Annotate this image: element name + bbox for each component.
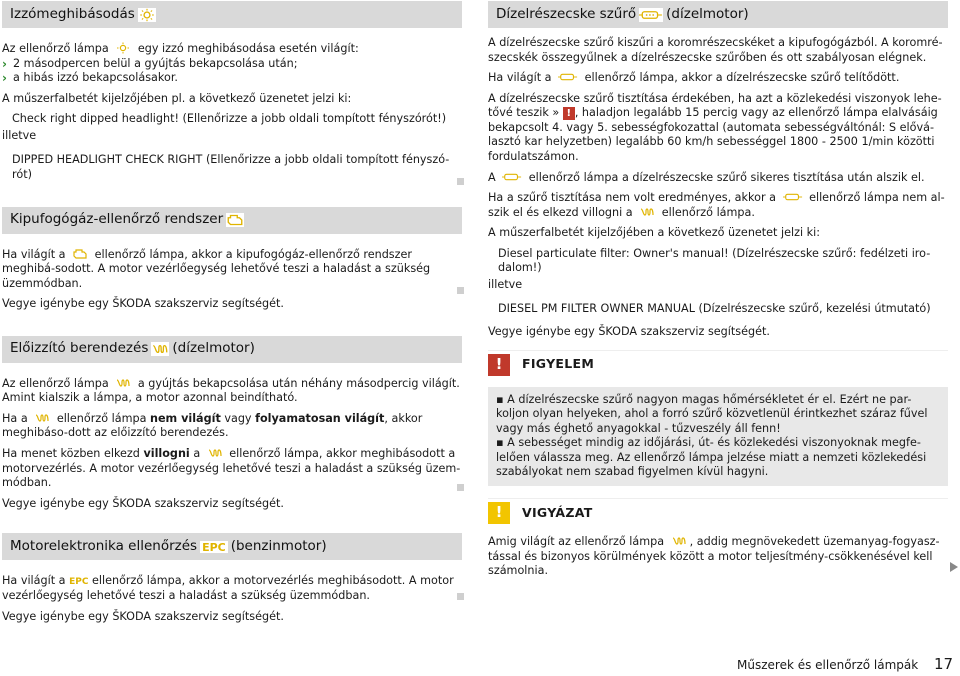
caution-body [488, 535, 948, 579]
text: ellenőrző lámpa, akkor meghibásodott a motorvezérlés. A motor vezérlőegység lehetővé teszi a haladást a szükség üzem-módban. [2, 447, 461, 490]
text: Ha menet közben elkezd [2, 447, 140, 460]
section-end-marker [457, 593, 464, 600]
text: a [193, 447, 201, 460]
page-number: 17 [934, 655, 954, 673]
paragraph [2, 574, 462, 603]
paragraph [488, 171, 948, 186]
text: ellenőrző lámpa. [661, 205, 755, 219]
paragraph: A műszerfalbetét kijelzőjében a következő üzenetet jelzi ki: [488, 226, 820, 240]
section-heading-glow-plug [2, 336, 462, 363]
text: Ha világít a [2, 247, 66, 261]
heading-suffix: (benzinmotor) [230, 537, 327, 554]
section-end-marker [457, 178, 464, 185]
left-column [2, 0, 462, 630]
particulate-filter-icon [502, 171, 522, 183]
right-column [488, 0, 948, 591]
glow-plug-icon [671, 535, 687, 547]
list-item [2, 71, 462, 86]
text: Az ellenőrző lámpa [2, 376, 109, 390]
list-item [2, 57, 462, 72]
bulb-warning-icon [115, 42, 131, 54]
glow-plug-icon [115, 377, 131, 389]
paragraph [2, 447, 462, 491]
paragraph: Vegye igénybe egy ŠKODA szakszerviz segítségét. [488, 325, 770, 338]
caution-title: VIGYÁZAT [522, 504, 593, 520]
display-message: Check right dipped headlight! (Ellenőrizze a jobb oldali tompított fényszórót!) [12, 112, 447, 126]
text-or: illetve [488, 277, 523, 291]
caution-box [488, 498, 948, 579]
section-end-marker [457, 484, 464, 491]
display-message: Diesel particulate filter: Owner's manual! (Dízelrészecske szűrő: fedélzeti iro-dalom!) [498, 246, 931, 275]
text: , addig megnövekedett üzemanyag-fogyasz-tással és bizonyos körülmények között a motor teljesítmény-csökkenésével kell számolnia. [488, 534, 940, 578]
text: Ha világít a [2, 574, 66, 588]
bulb-warning-icon [138, 8, 156, 22]
warning-box [488, 350, 948, 486]
text: ellenőrző lámpa, akkor a motorvezérlés meghibásodott. A motor vezérlőegység lehetővé teszi a haladást a szükség üzemmódban. [2, 574, 454, 602]
paragraph [2, 377, 462, 406]
heading-suffix: (dízelmotor) [172, 340, 255, 357]
epc-icon: EPC [202, 540, 226, 554]
heading-title: Motorelektronika ellenőrzés [10, 537, 198, 554]
text: ellenőrző lámpa a dízelrészecske szűrő sikeres tisztítása után alszik el. [528, 170, 925, 184]
warning-body [488, 387, 948, 486]
paragraph [488, 71, 948, 86]
square-bullet-icon: ▪ [496, 436, 508, 450]
list-item [496, 393, 940, 437]
paragraph: A dízelrészecske szűrő kiszűri a koromrészecskéket a kipufogógázból. A koromré-szecskék összegyűlnek a dízelrészecske szűrőben és ott szabályosan elégnek. [488, 36, 943, 64]
glow-plug-icon [639, 206, 655, 218]
glow-plug-icon [34, 412, 50, 424]
section-heading-emission-control [2, 207, 462, 234]
text: A dízelrészecske szűrő nagyon magas hőmérsékletet ér el. Ezért ne par-koljon olyan helyeken, ahol a forró szűrő közvetlenül érintkezhet száraz fűvel vagy más éghető anyagokkal - tűzveszély áll fenn! [496, 392, 928, 435]
text: , haladjon legalább 15 percig vagy az ellenőrző lámpa elalvásáig bekapcsolt 4. vagy 5. sebességfokozattal (automata sebességváltónál: S elővá-lasztó kar helyzetben) legalább 60 km/h sebességgel 1800 - 2500 1/min közötti fordulatszámon. [488, 106, 938, 163]
epc-icon: EPC [69, 577, 89, 588]
caution-header [488, 499, 948, 527]
section-heading-epc [2, 533, 462, 560]
glow-plug-icon [151, 342, 169, 356]
section-heading-bulb-failure [2, 1, 462, 28]
text: egy izzó meghibásodása esetén világít: [137, 42, 359, 55]
text: Ha a [2, 411, 28, 425]
text: Ha a szűrő tisztítása nem volt eredményes, akkor a [488, 191, 776, 205]
engine-check-icon [226, 213, 244, 227]
text: Az ellenőrző lámpa [2, 42, 109, 55]
paragraph: Vegye igénybe egy ŠKODA szakszerviz segítségét. [2, 496, 284, 510]
section-heading-diesel-filter [488, 1, 948, 28]
heading-title: Kipufogógáz-ellenőrző rendszer [10, 211, 224, 228]
particulate-filter-icon [558, 71, 578, 83]
section-end-marker [457, 287, 464, 294]
paragraph [488, 535, 948, 579]
paragraph [2, 248, 462, 292]
list-item [496, 436, 940, 480]
text-bold: folyamatosan világít [255, 411, 385, 425]
paragraph: Vegye igénybe egy ŠKODA szakszerviz segítségét. [2, 297, 284, 311]
glow-plug-icon [207, 447, 223, 459]
heading-suffix: (dízelmotor) [666, 5, 749, 22]
paragraph: A műszerfalbetét kijelzőjében pl. a következő üzenetet jelzi ki: [2, 91, 352, 105]
text: A [488, 170, 496, 184]
paragraph [488, 191, 948, 220]
display-message: DIPPED HEADLIGHT CHECK RIGHT (Ellenőrizze a jobb oldali tompított fényszó-rót) [12, 153, 450, 181]
text: A dízelrészecske szűrő tisztítása érdekében, ha azt a közlekedési viszonyok lehe-tővé teszik » [488, 91, 942, 120]
particulate-filter-icon [783, 191, 803, 203]
heading-title: Dízelrészecske szűrő [496, 5, 637, 22]
heading-title: Izzómeghibásodás [10, 5, 135, 22]
text: a hibás izzó bekapcsolásakor. [13, 71, 178, 85]
text: Ha világít a [488, 71, 552, 85]
text: ellenőrző lámpa, akkor a kipufogógáz-ellenőrző rendszer meghibá-sodott. A motor vezérlőegység lehetővé teszi a haladást a szükség üzemmódban. [2, 247, 431, 290]
text-or: illetve [2, 128, 37, 142]
display-message: DIESEL PM FILTER OWNER MANUAL (Dízelrészecske szűrő, kezelési útmutató) [498, 302, 931, 316]
paragraph: Vegye igénybe egy ŠKODA szakszerviz segítségét. [2, 609, 284, 623]
exclamation-icon: ! [488, 354, 510, 376]
text: vagy [224, 411, 252, 425]
text: a gyújtás bekapcsolása után néhány másodpercig világít. Amint kialszik a lámpa, a motor azonnal beindítható. [2, 376, 460, 405]
paragraph [2, 42, 462, 57]
paragraph [488, 92, 948, 165]
footer-section-title: Műszerek és ellenőrző lámpák [737, 658, 919, 672]
chevron-bullet-icon: › [2, 71, 7, 86]
warning-header [488, 351, 948, 379]
paragraph [2, 412, 462, 441]
square-bullet-icon: ▪ [496, 392, 508, 406]
text-bold: nem világít [149, 411, 221, 425]
continue-arrow-icon [950, 562, 958, 572]
chevron-bullet-icon: › [2, 56, 7, 71]
engine-check-icon [72, 248, 88, 260]
particulate-filter-icon [639, 8, 663, 22]
text: Amig világít az ellenőrző lámpa [488, 534, 665, 548]
text-bold: villogni [143, 447, 190, 460]
exclamation-icon: ! [488, 502, 510, 524]
text: ellenőrző lámpa [56, 411, 147, 425]
heading-title: Előizzító berendezés [10, 340, 149, 357]
text: , akkor meghibáso-dott az előizzító berendezés. [2, 411, 423, 440]
warning-reference-icon[interactable]: ! [563, 107, 575, 120]
warning-title: FIGYELEM [522, 356, 595, 372]
text: ellenőrző lámpa, akkor a dízelrészecske szűrő telítődött. [584, 71, 900, 85]
text: ellenőrző lámpa nem al-szik el és elkezd villogni a [488, 191, 945, 219]
text: A sebességet mindig az időjárási, út- és közlekedési viszonyoknak megfe-lelően válassza meg. Az ellenőrző lámpa jelzése miatt a nemzeti közlekedési szabályokat nem szabad figyelmen kívül hagyni. [496, 436, 927, 479]
text: 2 másodpercen belül a gyújtás bekapcsolása után; [13, 56, 298, 70]
